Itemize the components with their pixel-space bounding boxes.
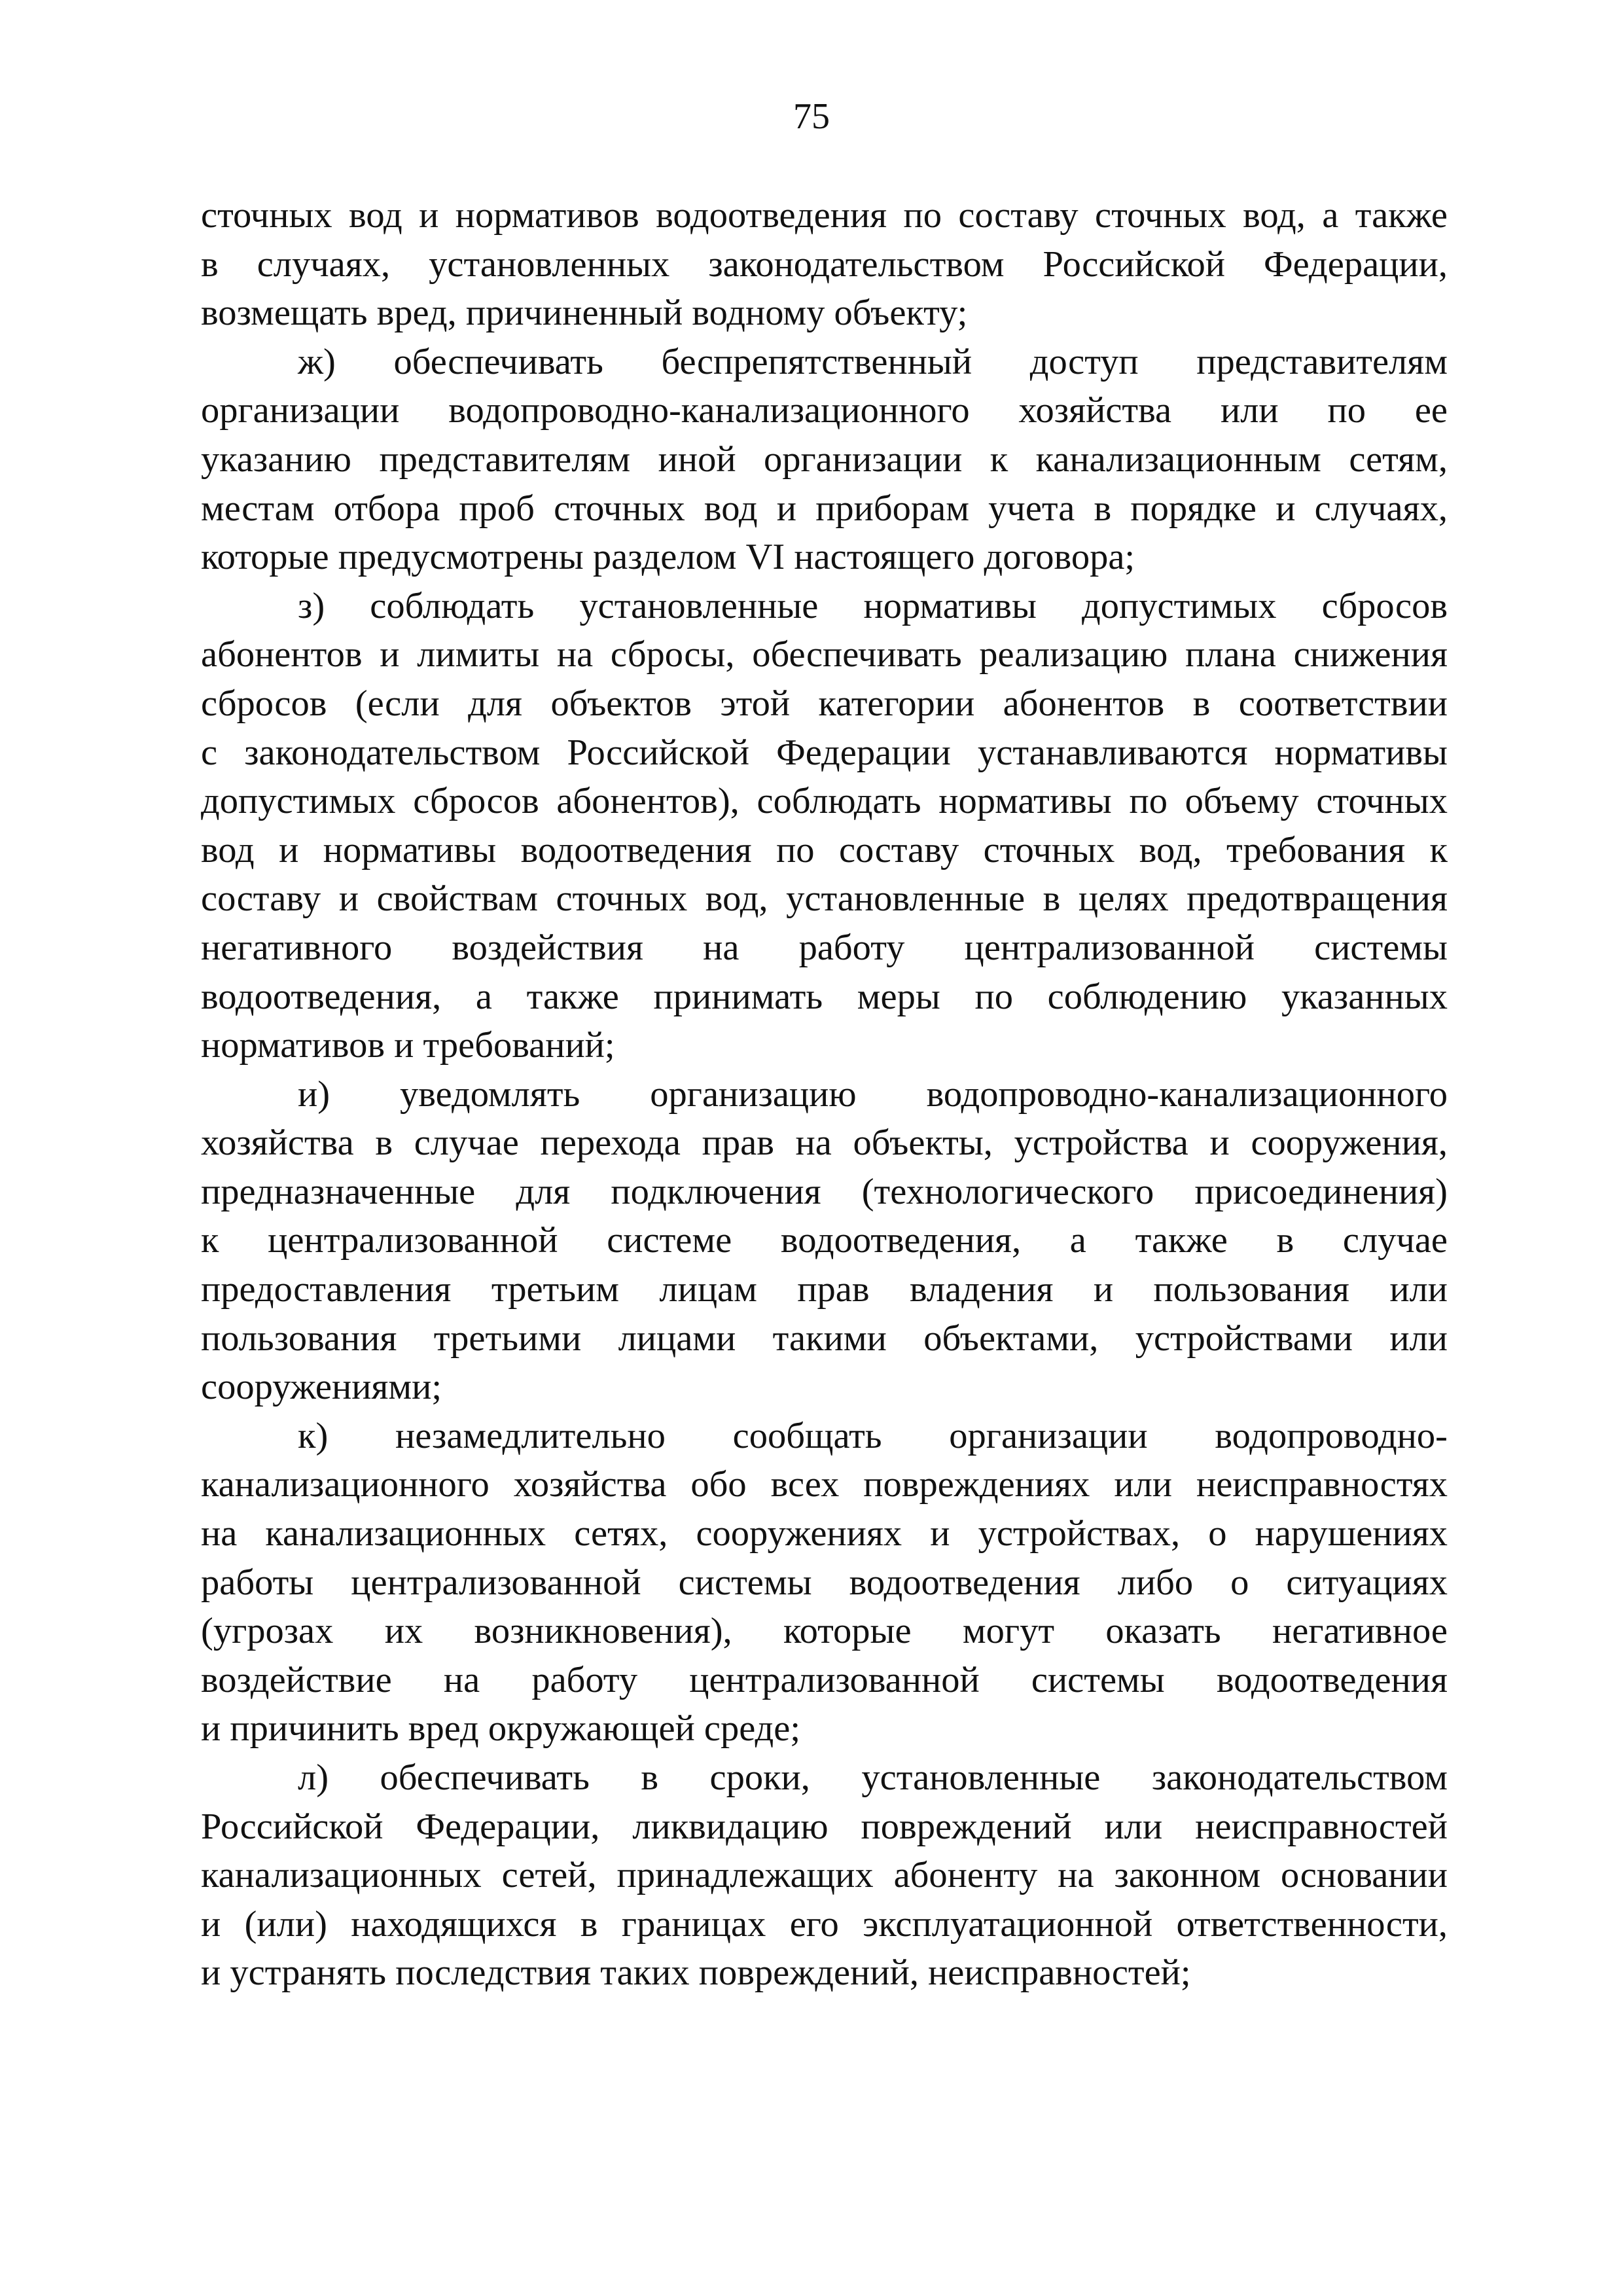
text-line: сбросов (если для объектов этой категории абонентов в соответствии xyxy=(201,683,1448,724)
text-line: и устранять последствия таких повреждений, неисправностей; xyxy=(201,1952,1191,1994)
document-body xyxy=(201,191,1448,1998)
paragraph-i-start: и) уведомлять организацию водопроводно-канализационного xyxy=(298,1073,1448,1115)
text-line: сточных вод и нормативов водоотведения по составу сточных вод, а также xyxy=(201,195,1448,236)
text-line: работы централизованной системы водоотведения либо о ситуациях xyxy=(201,1562,1448,1603)
text-line: в случаях, установленных законодательством Российской Федерации, xyxy=(201,243,1448,285)
text-line: предназначенные для подключения (технологического присоединения) xyxy=(201,1171,1448,1212)
text-line: и причинить вред окружающей среде; xyxy=(201,1708,801,1749)
text-line: и (или) находящихся в границах его эксплуатационной ответственности, xyxy=(201,1903,1448,1945)
paragraph-l-start: л) обеспечивать в сроки, установленные законодательством xyxy=(298,1757,1448,1798)
page-number: 75 xyxy=(793,96,830,137)
text-line: канализационного хозяйства обо всех повреждениях или неисправностях xyxy=(201,1464,1448,1505)
text-line: вод и нормативы водоотведения по составу сточных вод, требования к xyxy=(201,829,1448,870)
text-line: абонентов и лимиты на сбросы, обеспечивать реализацию плана снижения xyxy=(201,634,1448,675)
text-line: хозяйства в случае перехода прав на объекты, устройства и сооружения, xyxy=(201,1122,1448,1164)
paragraph-k-start: к) незамедлительно сообщать организации водопроводно- xyxy=(298,1415,1448,1456)
text-line: которые предусмотрены разделом VI настоящего договора; xyxy=(201,537,1135,578)
text-line: на канализационных сетях, сооружениях и устройствах, о нарушениях xyxy=(201,1513,1448,1554)
text-line: возмещать вред, причиненный водному объекту; xyxy=(201,293,968,334)
text-line: канализационных сетей, принадлежащих абоненту на законном основании xyxy=(201,1855,1448,1896)
paragraph-zh-start: ж) обеспечивать беспрепятственный доступ представителям xyxy=(298,341,1448,382)
text-line: местам отбора проб сточных вод и приборам учета в порядке и случаях, xyxy=(201,488,1448,529)
text-line: Российской Федерации, ликвидацию повреждений или неисправностей xyxy=(201,1806,1448,1847)
text-line: воздействие на работу централизованной системы водоотведения xyxy=(201,1659,1448,1700)
text-line: предоставления третьим лицам прав владения и пользования или xyxy=(201,1269,1448,1310)
text-line: нормативов и требований; xyxy=(201,1025,615,1066)
text-line: к централизованной системе водоотведения, а также в случае xyxy=(201,1220,1448,1261)
text-line: составу и свойствам сточных вод, установленные в целях предотвращения xyxy=(201,878,1448,920)
text-line: пользования третьими лицами такими объектами, устройствами или xyxy=(201,1318,1448,1359)
text-line: негативного воздействия на работу централизованной системы xyxy=(201,927,1448,968)
text-line: (угрозах их возникновения), которые могут оказать негативное xyxy=(201,1611,1448,1652)
text-line: водоотведения, а также принимать меры по соблюдению указанных xyxy=(201,976,1448,1017)
text-line: указанию представителям иной организации к канализационным сетям, xyxy=(201,439,1448,480)
text-line: с законодательством Российской Федерации устанавливаются нормативы xyxy=(201,732,1448,773)
text-line: сооружениями; xyxy=(201,1367,442,1408)
paragraph-z-start: з) соблюдать установленные нормативы допустимых сбросов xyxy=(298,585,1448,626)
text-line: организации водопроводно-канализационного хозяйства или по ее xyxy=(201,390,1448,431)
text-line: допустимых сбросов абонентов), соблюдать нормативы по объему сточных xyxy=(201,781,1448,822)
